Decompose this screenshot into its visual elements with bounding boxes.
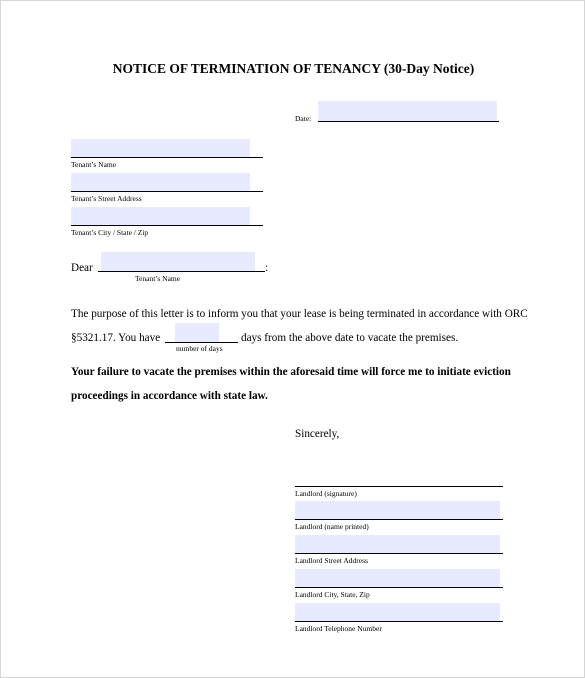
dear-colon: : [265,262,269,274]
landlord-street-label: Landlord Street Address [295,556,368,565]
landlord-signature-line [295,486,503,487]
tenant-street-field[interactable] [71,173,250,192]
landlord-name-label: Landlord (name printed) [295,522,369,531]
paragraph-line-1: The purpose of this letter is to inform you that your lease is being terminated in accordance with ORC [71,308,528,320]
landlord-name-field[interactable] [295,501,500,519]
landlord-phone-underline [295,621,503,622]
closing-text: Sincerely, [295,428,340,440]
tenant-street-underline [71,191,263,192]
landlord-signature-label: Landlord (signature) [295,489,357,498]
landlord-phone-label: Landlord Telephone Number [295,624,382,633]
days-underline [165,342,238,343]
date-field[interactable] [318,101,497,121]
tenant-name-field[interactable] [71,139,250,158]
warning-line-2: proceedings in accordance with state law. [71,390,268,402]
document-title: NOTICE OF TERMINATION OF TENANCY (30-Day Notice) [112,61,475,76]
paragraph-line-2-end: days from the above date to vacate the premises. [241,332,459,344]
tenant-name-label: Tenant’s Name [71,160,117,169]
tenant-street-label: Tenant’s Street Address [71,194,142,203]
paragraph-line-2-start: §5321.17. You have [71,332,161,344]
dear-tenant-name-field[interactable] [101,252,255,272]
number-of-days-field[interactable] [175,323,219,343]
date-underline [318,121,499,122]
date-label: Date: [295,114,312,123]
landlord-city-underline [295,587,503,588]
landlord-street-underline [295,553,503,554]
dear-underline [98,271,265,272]
dear-prefix: Dear [71,262,93,274]
days-caption: number of days [176,344,223,353]
tenant-city-label: Tenant’s City / State / Zip [71,228,149,237]
tenant-city-underline [71,225,263,226]
warning-line-1: Your failure to vacate the premises within the aforesaid time will force me to initiate eviction [71,366,511,378]
landlord-name-underline [295,519,503,520]
tenant-name-underline [71,157,263,158]
landlord-city-label: Landlord City, State, Zip [295,590,370,599]
dear-caption: Tenant’s Name [135,274,181,283]
tenant-city-field[interactable] [71,207,250,226]
landlord-phone-field[interactable] [295,603,500,621]
landlord-street-field[interactable] [295,535,500,553]
landlord-city-field[interactable] [295,569,500,587]
